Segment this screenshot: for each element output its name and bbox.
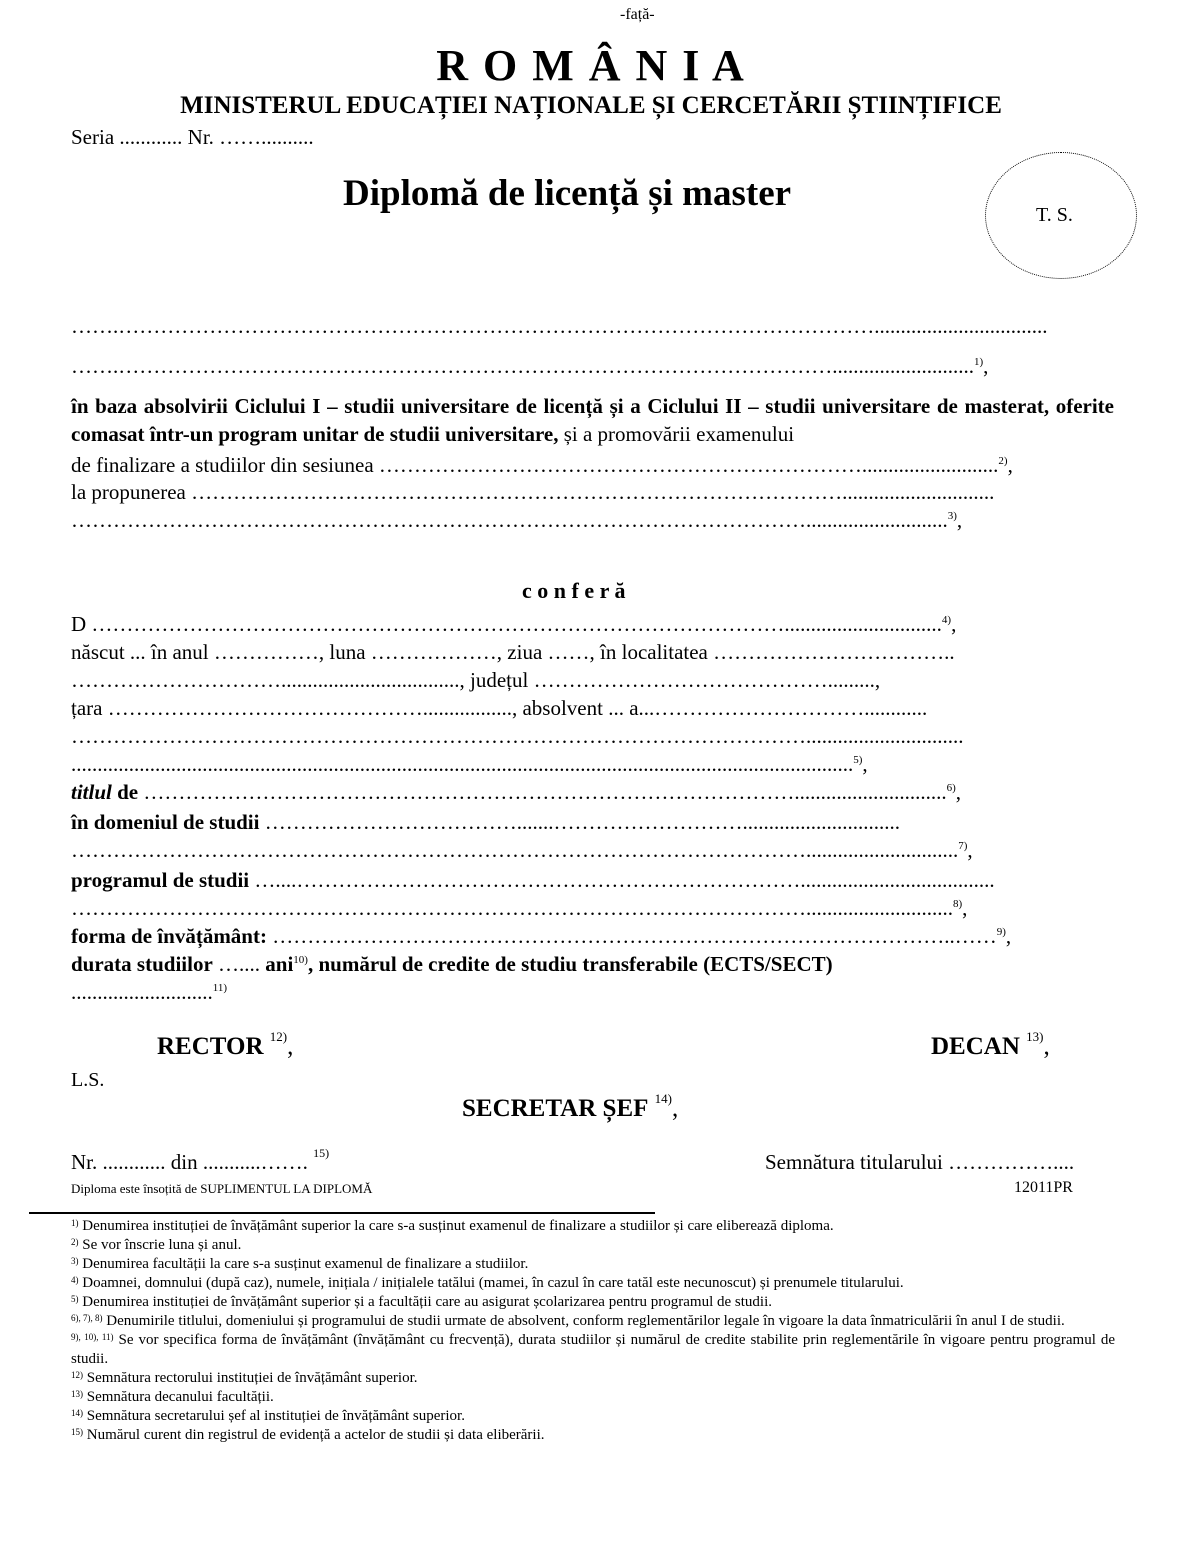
study-program-line-2: ……………………………………………………………………………………………............................$^{8)}$, [71, 896, 968, 920]
document-title: Diplomă de licență și master [343, 173, 792, 214]
footnote-item: $^{2)}$ Se vor înscrie luna și anul. [71, 1237, 242, 1253]
footnote-item: $^{6), 7), 8)}$ Denumirile titlului, domeniului și programului de studii urmate de absolvent, conform reglementărilor legale în vigoare la data înmatriculării în anul I de studii. [71, 1313, 1065, 1329]
blank-line-1: …….………………………………………………………………………………………………................................. [71, 314, 1048, 338]
credits-line: ...........................$^{11)}$ [71, 980, 228, 1004]
proposal-line-2: ……………………………………………………………………………………………...........................$^{3)}$, [71, 508, 963, 532]
footnote-item: $^{1)}$ Denumirea instituției de învățământ superior la care s-a susținut examenul de finalizare a studiilor și care eliberează diploma. [71, 1218, 834, 1234]
footnote-separator [29, 1212, 655, 1214]
footnote-item: $^{12)}$ Semnătura rectorului instituției de învățământ superior. [71, 1370, 418, 1386]
birth-line: născut ... în anul ……………, luna ………………, ziua ……, în localitatea …………………………….. [71, 640, 955, 664]
study-domain-line-2: …………………………………………………………………………………………….............................$^{7)}$, [71, 838, 973, 862]
graduate-line-2: .....................................................................................................................................................$^{5)}$, [71, 752, 868, 776]
footnote-item: $^{3)}$ Denumirea facultății la care s-a susținut examenul de finalizare a studiilor. [71, 1256, 529, 1272]
education-form-line: forma de învățământ: ……………………………………………………………………………………..……$^{9)}$, [71, 924, 1012, 948]
study-duration-line: durata studiilor ….... ani$^{10)}$, numărul de credite de studiu transferabile (ECTS/SECT) [71, 952, 833, 976]
proposal-line: la propunerea …………………………………………………………………………………............................. [71, 480, 995, 504]
session-line: de finalizare a studiilor din sesiunea ……………………………………………………………..........................$^{2)}$, [71, 453, 1013, 477]
footnote-item: $^{5)}$ Denumirea instituției de învățământ superior și a facultății care au asigurat școlarizarea pentru programul de studii. [71, 1294, 772, 1310]
dean-signature-label: DECAN $^{13)}$, [931, 1029, 1050, 1060]
footnote-item: $^{13)}$ Semnătura decanului facultății. [71, 1389, 274, 1405]
form-code: 12011PR [1014, 1179, 1073, 1196]
confers-heading: c o n f e r ă [522, 578, 626, 603]
footnote-item: $^{4)}$ Doamnei, domnului (după caz), numele, inițiala / inițialele tatălui (mamei, în cazul în care tatăl este necunoscut) și prenumele titularului. [71, 1275, 904, 1291]
seal-label: L.S. [71, 1069, 105, 1091]
secretary-signature-label: SECRETAR ȘEF $^{14)}$, [462, 1091, 679, 1122]
graduation-paragraph: în baza absolvirii Ciclului I – studii universitare de licență și a Ciclului II – studii universitare de masterat, oferite comasat într-un program unitar de studii universitare, și a promovării examenului [71, 394, 1114, 446]
holder-signature-line: Semnătura titularului …………….... [765, 1150, 1075, 1174]
degree-title-line: titlul de ………………………………………………………………………………….............................$^{6)}$, [71, 780, 962, 804]
graduate-line-1: …………………………………………………………………………………………….............................. [71, 724, 964, 748]
blank-line-2: …….…………………………………………………………………………………………...........................$^{1)}$, [71, 354, 989, 378]
county-line: ………………………….................................., județul ……………………………………........., [71, 668, 881, 692]
ministry-heading: MINISTERUL EDUCAȚIEI NAȚIONALE ȘI CERCETĂRII ȘTIINȚIFICE [180, 92, 1002, 119]
study-domain-line: în domeniul de studii ……………………………….......……………………….............................. [71, 810, 900, 834]
holder-name-line: D ………………………………………………………………………………………..............................$^{4)}$, [71, 612, 957, 636]
series-number-line: Seria ............ Nr. …….......... [71, 125, 314, 149]
country-line: țara ………………………………………................., absolvent ... a...…………………………............ [71, 696, 928, 720]
registry-number-line: Nr. ............ din ...........……. $^{15)}$ [71, 1146, 330, 1174]
footnote-item: $^{14)}$ Semnătura secretarului șef al instituției de învățământ superior. [71, 1408, 465, 1424]
top-marker: -față- [620, 6, 655, 23]
stamp-label: T. S. [1036, 204, 1073, 226]
footnote-item: $^{15)}$ Numărul curent din registrul de evidență a actelor de studii și data eliberării. [71, 1427, 545, 1443]
supplement-note: Diploma este însoțită de SUPLIMENTUL LA DIPLOMĂ [71, 1181, 373, 1196]
rector-signature-label: RECTOR $^{12)}$, [157, 1029, 294, 1060]
footnotes [71, 1217, 1115, 1445]
footnote-item: $^{9), 10), 11)}$ Se vor specifica forma de învățământ (învățământ cu frecvență), durata studiilor și numărul de credite stabilite prin reglementările în vigoare pentru programul de studii. [71, 1332, 1115, 1367]
country-heading: R O M Â N I A [436, 41, 746, 90]
study-program-line: programul de studii …....………………………………………………………………..................................... [71, 868, 995, 892]
